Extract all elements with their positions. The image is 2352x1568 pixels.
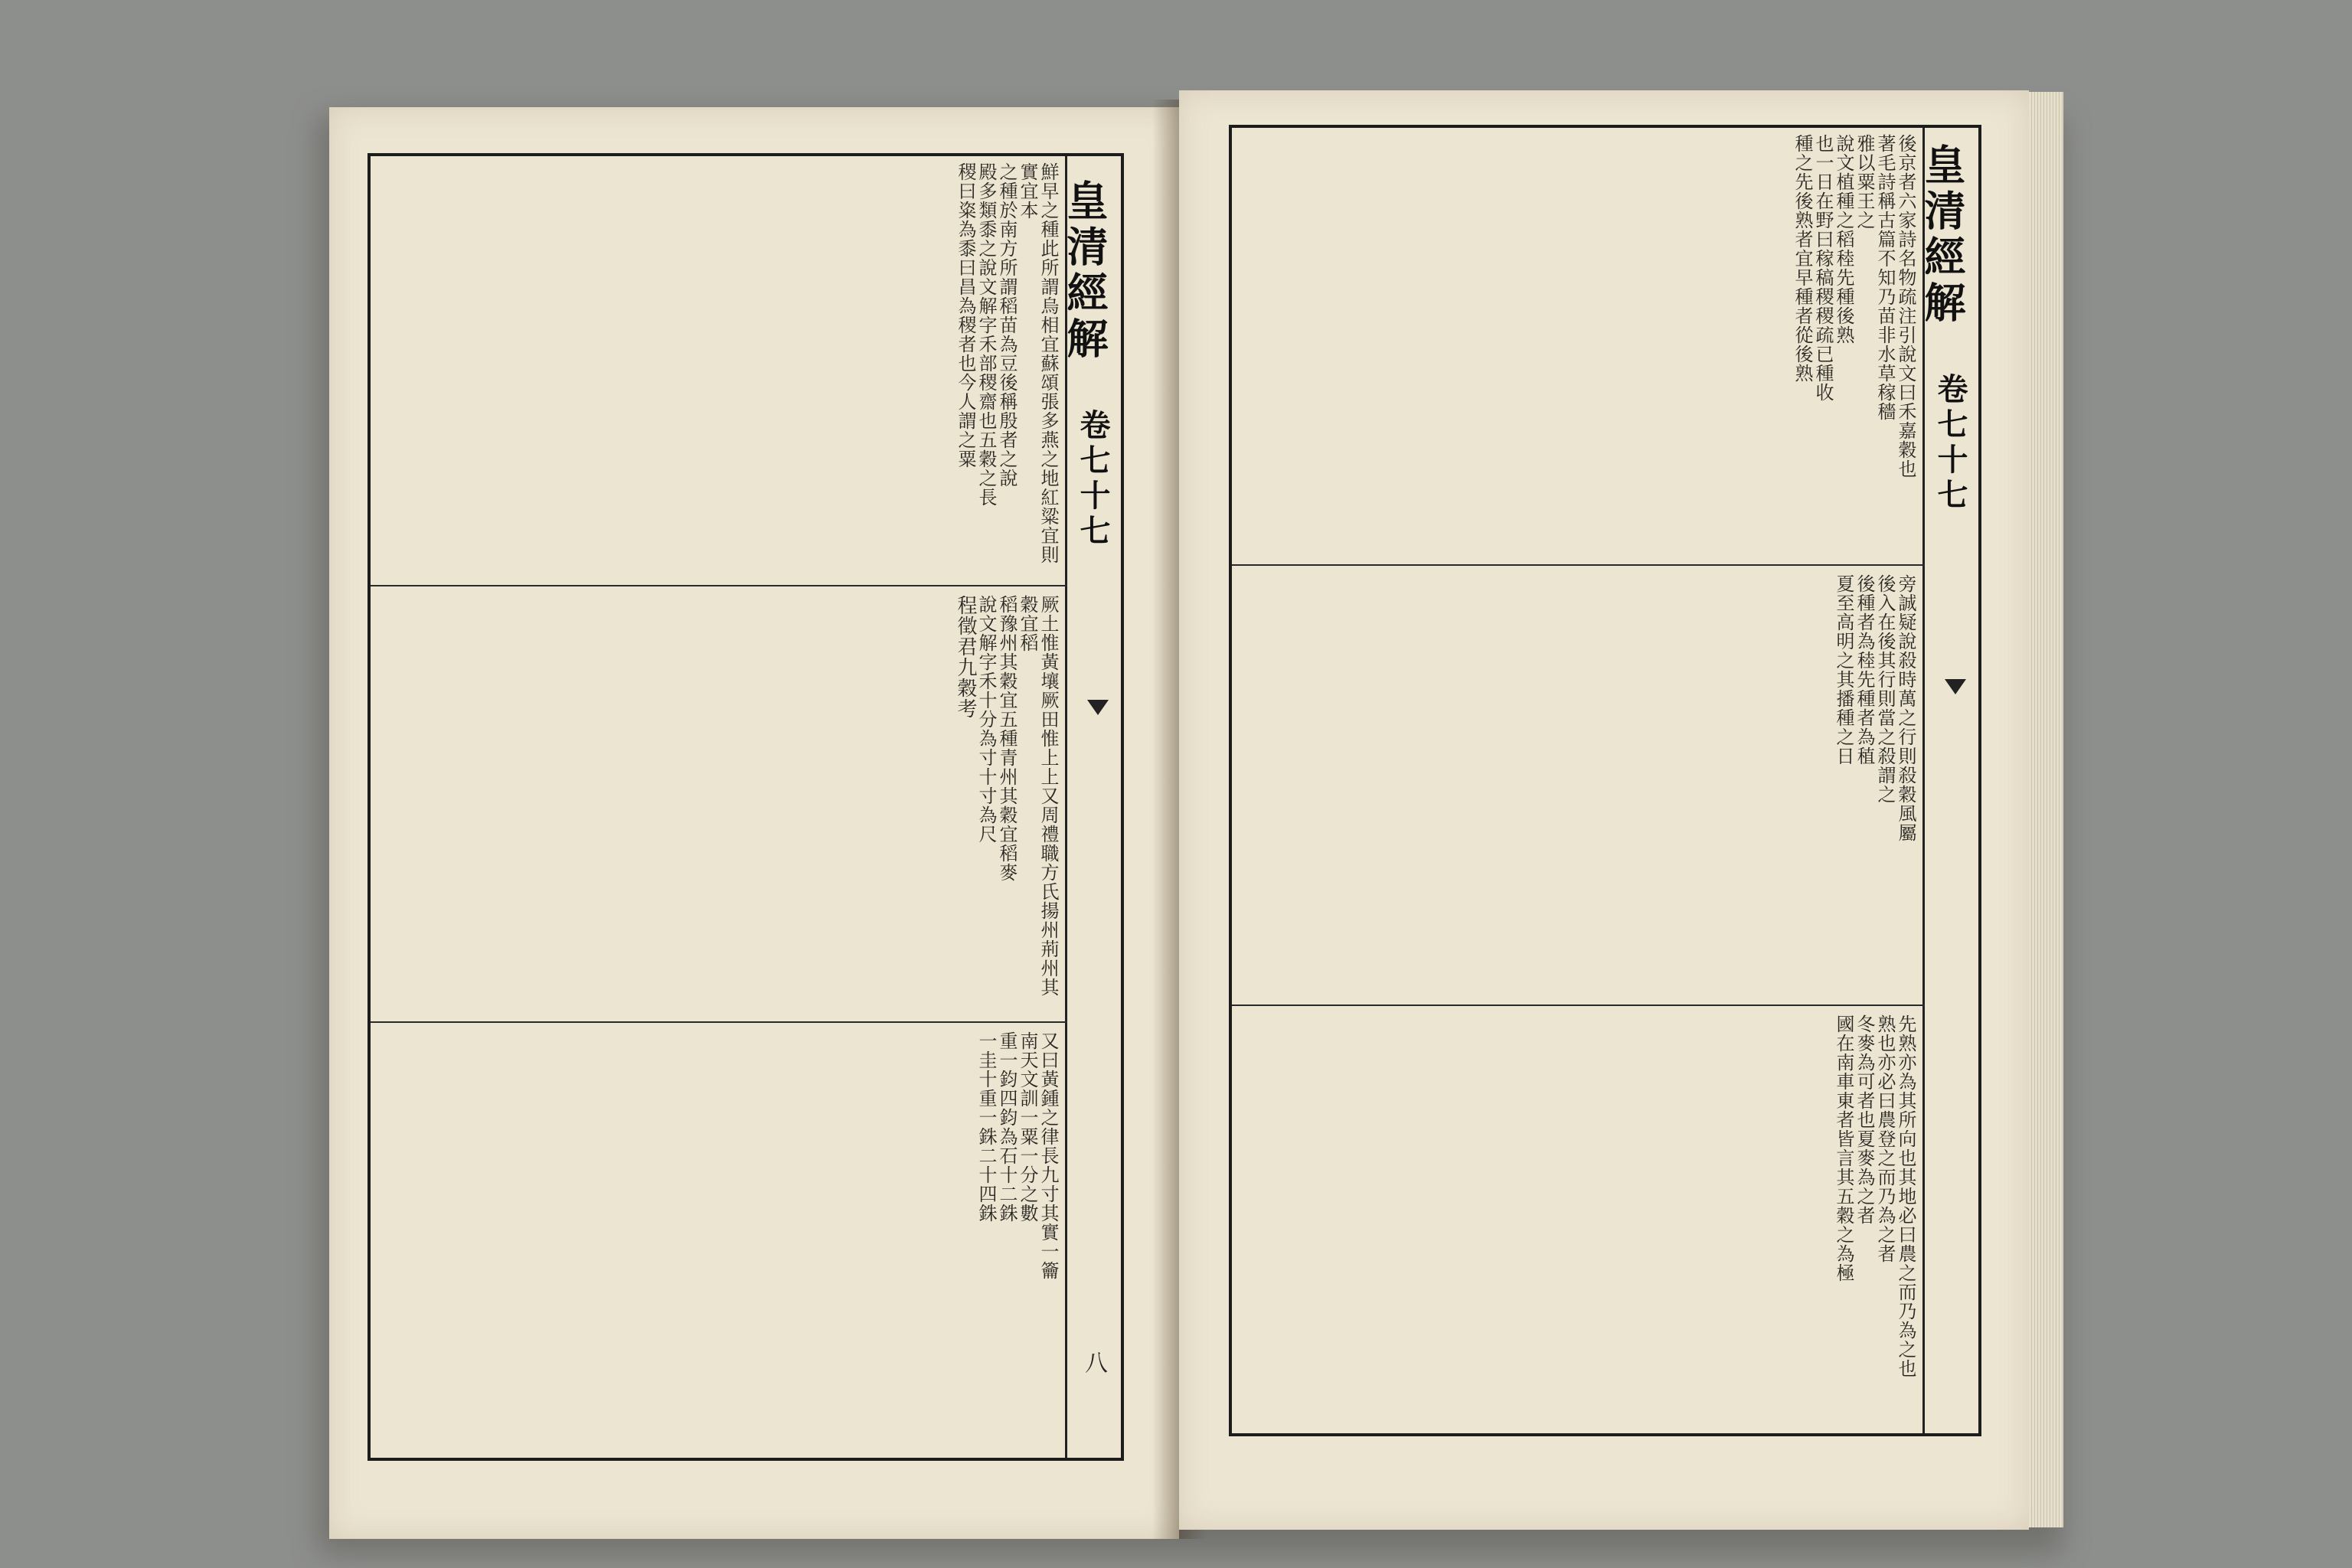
right-page-margin-rule bbox=[1922, 128, 1925, 1433]
text-column: 說文解字禾十分為寸十寸為尺 bbox=[975, 595, 997, 844]
text-column: 著毛詩稱古篇不知乃苗非水草稼穡 bbox=[1874, 134, 1896, 421]
right-page-juan-label: 卷七十七 bbox=[1932, 373, 1968, 514]
fishtail-mark bbox=[1945, 679, 1966, 694]
text-column: 先熟亦為其所向也其地必曰農之而乃為之也 bbox=[1895, 1014, 1916, 1378]
text-column: 南天文訓一粟一分之數 bbox=[1017, 1031, 1038, 1223]
right-lower-band bbox=[1232, 1008, 1920, 1433]
left-page-folio: 八 bbox=[1080, 1351, 1107, 1374]
right-upper-band bbox=[1232, 128, 1920, 560]
text-column: 厥土惟黃壤厥田惟上上又周禮職方氏揚州荊州其穀宜稻 bbox=[1017, 595, 1059, 997]
left-lower-text bbox=[371, 1025, 1063, 1458]
left-page-frame bbox=[368, 153, 1124, 1461]
text-column: 也一日在野曰稼稿稷稷疏已種收 bbox=[1812, 134, 1834, 402]
right-middle-text bbox=[1232, 568, 1920, 1001]
left-upper-band bbox=[371, 156, 1063, 581]
left-middle-band bbox=[371, 589, 1063, 1018]
text-column: 說文植種之稻稑先種後熟 bbox=[1833, 134, 1854, 345]
right-page-heading: 皇清經解 bbox=[1918, 143, 1967, 327]
text-column: 之種於南方所謂稻苗為豆後稱殷者之說 bbox=[996, 162, 1018, 488]
text-column: 冬麥為可者也夏麥為之者 bbox=[1854, 1014, 1875, 1225]
text-column: 一圭十重一銖二十四銖 bbox=[975, 1031, 997, 1223]
left-page-margin-rule bbox=[1065, 156, 1067, 1458]
right-page-frame bbox=[1229, 125, 1981, 1436]
section-title-column: 程徵君九穀考 bbox=[954, 595, 977, 719]
register-divider bbox=[1232, 1004, 1925, 1006]
text-column: 旁誠疑說殺時萬之行則殺穀風屬 bbox=[1895, 574, 1916, 842]
left-page-juan-label: 卷七十七 bbox=[1075, 409, 1111, 550]
text-column: 後種者為稑先種者為稙 bbox=[1854, 574, 1875, 766]
left-page-heading: 皇清經解 bbox=[1060, 179, 1109, 363]
text-column: 重一鈞四鈞為石十二銖 bbox=[996, 1031, 1018, 1223]
text-column: 後京者六家詩名物疏注引說文曰禾嘉穀也 bbox=[1895, 134, 1916, 479]
text-column: 鮮早之種此所謂烏相宜蘇頌張多燕之地紅粱宜則實宜本 bbox=[1017, 162, 1059, 564]
text-column: 殿多類黍之說文解字禾部稷齋也五穀之長 bbox=[975, 162, 997, 507]
text-column: 後入在後其行則當之殺謂之 bbox=[1874, 574, 1896, 804]
page-block-edges bbox=[2029, 92, 2063, 1527]
register-divider bbox=[1232, 564, 1925, 566]
text-column: 熟也亦必曰農登之而乃為之者 bbox=[1874, 1014, 1896, 1263]
fishtail-mark bbox=[1087, 700, 1109, 715]
left-page bbox=[329, 107, 1179, 1539]
text-column: 夏至高明之其播種之日 bbox=[1833, 574, 1854, 766]
register-divider bbox=[371, 585, 1067, 586]
right-middle-band bbox=[1232, 568, 1920, 1001]
text-column: 國在南車東者皆言其五穀之為極 bbox=[1833, 1014, 1854, 1282]
left-middle-text bbox=[371, 589, 1063, 1018]
right-lower-text bbox=[1232, 1008, 1920, 1433]
register-divider bbox=[371, 1021, 1067, 1023]
right-upper-text bbox=[1232, 128, 1920, 560]
left-lower-band bbox=[371, 1025, 1063, 1458]
right-page bbox=[1179, 90, 2029, 1530]
left-upper-text bbox=[371, 156, 1063, 581]
text-column: 稷曰粢為黍曰昌為稷者也今人謂之粟 bbox=[955, 162, 976, 469]
text-column: 種之先後熟者宜早種者從後熟 bbox=[1792, 134, 1813, 383]
text-column: 稻豫州其穀宜五種青州其穀宜稻麥 bbox=[996, 595, 1018, 882]
text-column: 雅以粟王之 bbox=[1854, 134, 1875, 230]
text-column: 又曰黃鍾之律長九寸其實一籥 bbox=[1037, 1031, 1059, 1280]
